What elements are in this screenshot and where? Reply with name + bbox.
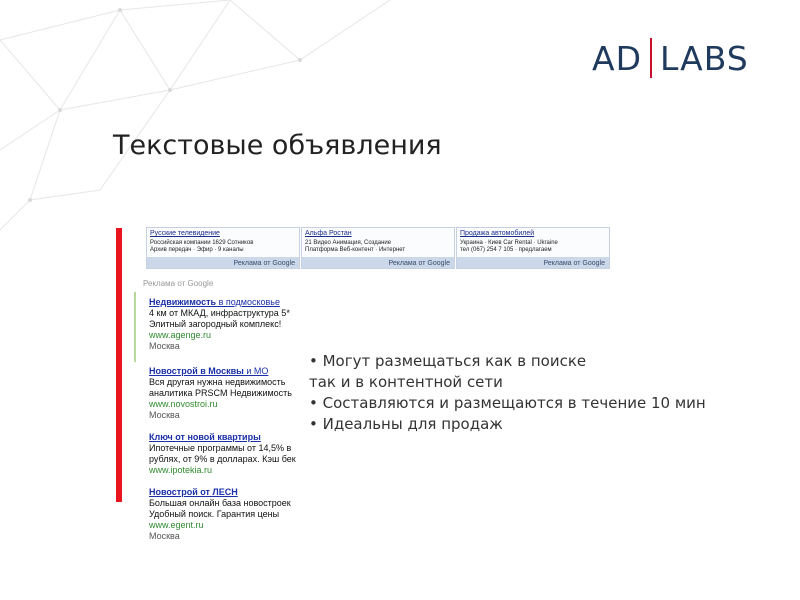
google-ads-label[interactable]: Реклама от Google bbox=[543, 260, 605, 267]
red-accent-bar bbox=[116, 228, 122, 502]
google-ads-label[interactable]: Реклама от Google bbox=[388, 260, 450, 267]
ad-text-line: Удобный поиск. Гарантия цены bbox=[149, 509, 280, 519]
text-ad-4[interactable] bbox=[149, 487, 299, 542]
text-ad-2[interactable] bbox=[149, 366, 299, 421]
google-ads-label[interactable]: Реклама от Google bbox=[233, 260, 295, 267]
ad-url[interactable]: www.egent.ru bbox=[149, 520, 204, 530]
green-divider-line bbox=[134, 292, 136, 362]
ad-text-line: рублях, от 9% в долларах. Кэш бек bbox=[149, 454, 296, 464]
bullet-item-continuation: так и в контентной сети bbox=[309, 373, 503, 391]
logo-text-right: LABS bbox=[660, 38, 749, 78]
banner-title[interactable]: Альфа Ростан bbox=[305, 230, 352, 237]
banner-title[interactable]: Продажа автомобилей bbox=[460, 230, 535, 237]
ad-url[interactable]: www.agenge.ru bbox=[149, 330, 212, 340]
banner-line: Украина · Киев Car Rental · Ukraine bbox=[460, 240, 558, 246]
logo-divider bbox=[650, 38, 652, 78]
logo-text-left: AD bbox=[592, 38, 642, 78]
ad-banner-1[interactable] bbox=[146, 227, 300, 269]
ad-text-line: Вся другая нужна недвижимость bbox=[149, 377, 286, 387]
ad-text-line: аналитика PRSCM Недвижимость bbox=[149, 388, 292, 398]
banner-title[interactable]: Русские телевидение bbox=[150, 230, 220, 237]
banner-line: Российская компании 1629 Сотников bbox=[150, 240, 254, 246]
ad-url[interactable]: www.ipotekia.ru bbox=[149, 465, 213, 475]
adlabs-logo bbox=[592, 38, 749, 78]
ad-text-line: 4 км от МКАД, инфраструктура 5* bbox=[149, 308, 290, 318]
ad-banner-2[interactable] bbox=[301, 227, 455, 269]
text-ad-1[interactable] bbox=[149, 297, 299, 352]
ad-city: Москва bbox=[149, 341, 180, 351]
ads-section-label: Реклама от Google bbox=[143, 279, 214, 288]
ad-banner-3[interactable] bbox=[456, 227, 610, 269]
ad-headline[interactable]: Ключ от новой квартиры bbox=[149, 432, 261, 442]
ad-text-line: Ипотечные программы от 14,5% в bbox=[149, 443, 292, 453]
ad-city: Москва bbox=[149, 410, 180, 420]
bullet-item: • Могут размещаться как в поиске bbox=[309, 352, 587, 370]
ad-headline[interactable]: Новострой от ЛЕСН bbox=[149, 487, 238, 497]
ad-headline[interactable]: Недвижимость в подмосковье bbox=[149, 297, 280, 307]
ad-url[interactable]: www.novostroi.ru bbox=[149, 399, 218, 409]
banner-line: тел (067) 254 7 105 · предлагаем bbox=[460, 247, 552, 253]
feature-bullet-list bbox=[309, 351, 706, 435]
text-ad-3[interactable] bbox=[149, 432, 299, 476]
ad-text-line: Большая онлайн база новостроек bbox=[149, 498, 291, 508]
ad-headline[interactable]: Новострой в Москвы и МО bbox=[149, 366, 269, 376]
ad-text-line: Элитный загородный комплекс! bbox=[149, 319, 282, 329]
bullet-item: • Составляются и размещаются в течение 10 мин bbox=[309, 394, 706, 412]
banner-line: Платформа Веб-контент · Интернет bbox=[305, 247, 406, 253]
ad-city: Москва bbox=[149, 531, 180, 541]
banner-line: Архив передач · Эфир · 9 каналы bbox=[150, 247, 244, 253]
banner-line: 21 Видео Анимация, Создание bbox=[305, 240, 392, 246]
bullet-item: • Идеальны для продаж bbox=[309, 415, 503, 433]
slide-title: Текстовые объявления bbox=[113, 130, 442, 161]
